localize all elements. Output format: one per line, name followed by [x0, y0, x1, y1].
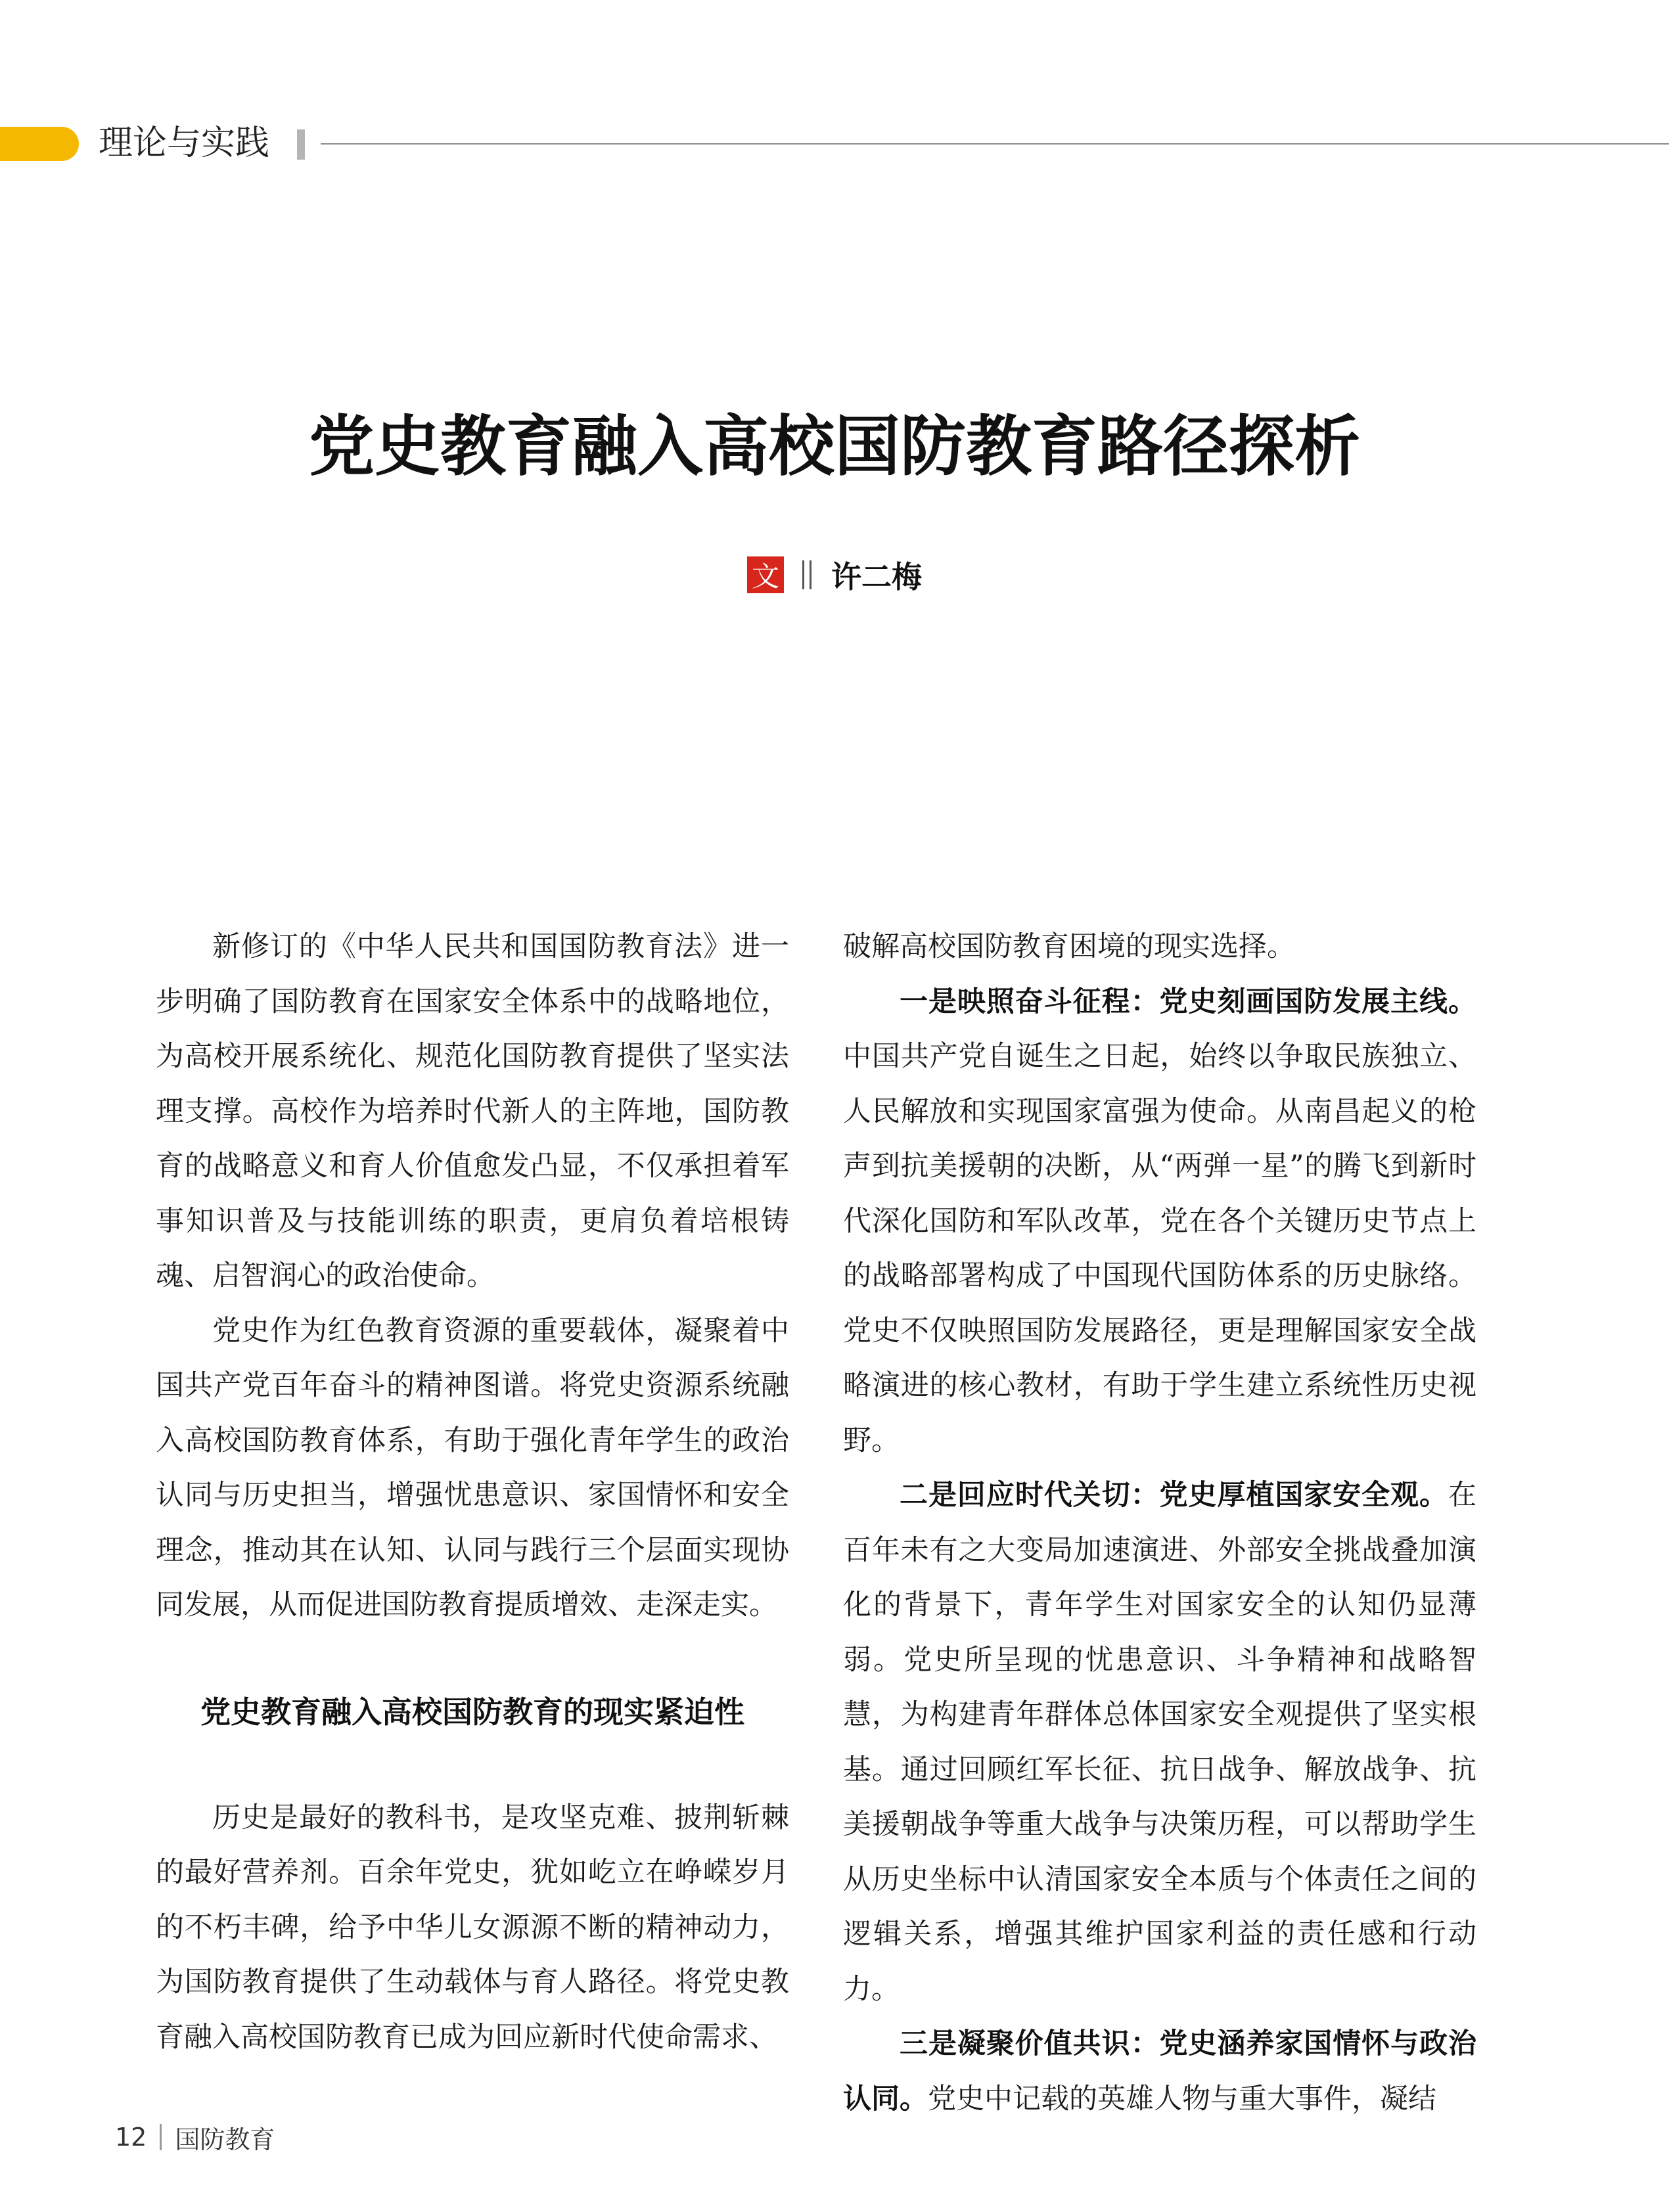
paragraph: 破解高校国防教育困境的现实选择。 — [843, 930, 1295, 963]
byline-separator — [802, 560, 812, 589]
paragraph — [843, 1468, 1476, 2017]
page-footer — [115, 2117, 275, 2157]
page-number: 12 — [115, 2123, 147, 2152]
paragraph — [843, 2017, 1476, 2127]
section-title-bar — [297, 129, 305, 160]
left-column — [156, 920, 789, 2065]
section-heading: 党史教育融入高校国防教育的现实紧迫性 — [200, 1694, 744, 1730]
paragraph-body: 在百年未有之大变局加速演进、外部安全挑战叠加演化的背景下，青年学生对国家安全的认知仍显薄弱。党史所呈现的忧患意识、斗争精神和战略智慧，为构建青年群体总体国家安全观提供了坚实根基。通过回顾红军长征、抗日战争、解放战争、抗美援朝战争等重大战争与决策历程，可以帮助学生从历史坐标中认清国家安全本质与个体责任之间的逻辑关系，增强其维护国家利益的责任感和行动力。 — [843, 1479, 1476, 2006]
paragraph-lead: 三是凝聚价值共识：党史涵养家国情怀与政治认同。 — [843, 2027, 1476, 2115]
paragraph: 党史作为红色教育资源的重要载体，凝聚着中国共产党百年奋斗的精神图谱。将党史资源系统融入高校国防教育体系，有助于强化青年学生的政治认同与历史担当，增强忧患意识、家国情怀和安全理念，推动其在认知、认同与践行三个层面实现协同发展，从而促进国防教育提质增效、走深走实。 — [156, 1314, 789, 1621]
paragraph: 新修订的《中华人民共和国国防教育法》进一步明确了国防教育在国家安全体系中的战略地位，为高校开展系统化、规范化国防教育提供了坚实法理支撑。高校作为培养时代新人的主阵地，国防教育的战略意义和育人价值愈发凸显，不仅承担着军事知识普及与技能训练的职责，更肩负着培根铸魂、启智润心的政治使命。 — [156, 930, 789, 1292]
paragraph-body: 中国共产党自诞生之日起，始终以争取民族独立、人民解放和实现国家富强为使命。从南昌起义的枪声到抗美援朝的决断，从“两弹一星”的腾飞到新时代深化国防和军队改革，党在各个关键历史节点上的战略部署构成了中国现代国防体系的历史脉络。党史不仅映照国防发展路径，更是理解国家安全战略演进的核心教材，有助于学生建立系统性历史视野。 — [843, 1040, 1476, 1457]
byline-label: 文 — [747, 556, 784, 593]
magazine-name: 国防教育 — [175, 2125, 275, 2154]
paragraph-body: 党史中记载的英雄人物与重大事件，凝结 — [928, 2082, 1436, 2115]
right-column — [843, 920, 1476, 2127]
article-title: 党史教育融入高校国防教育路径探析 — [309, 408, 1360, 485]
header-rule — [321, 143, 1669, 145]
section-title: 理论与实践 — [99, 124, 270, 163]
footer-separator — [160, 2124, 162, 2150]
spacer — [156, 1633, 789, 1689]
author-name: 许二梅 — [831, 559, 922, 595]
section-marker — [0, 127, 79, 161]
paragraph-lead: 二是回应时代关切：党史厚植国家安全观。 — [900, 1479, 1448, 1512]
paragraph-lead: 一是映照奋斗征程：党史刻画国防发展主线。 — [900, 985, 1476, 1018]
paragraph: 历史是最好的教科书，是攻坚克难、披荆斩棘的最好营养剂。百余年党史，犹如屹立在峥嵘岁月的不朽丰碑，给予中华儿女源源不断的精神动力，为国防教育提供了生动载体与育人路径。将党史教育融入高校国防教育已成为回应新时代使命需求、 — [156, 1801, 789, 2054]
byline — [0, 554, 1669, 596]
spacer — [156, 1735, 789, 1791]
paragraph — [843, 975, 1476, 1469]
